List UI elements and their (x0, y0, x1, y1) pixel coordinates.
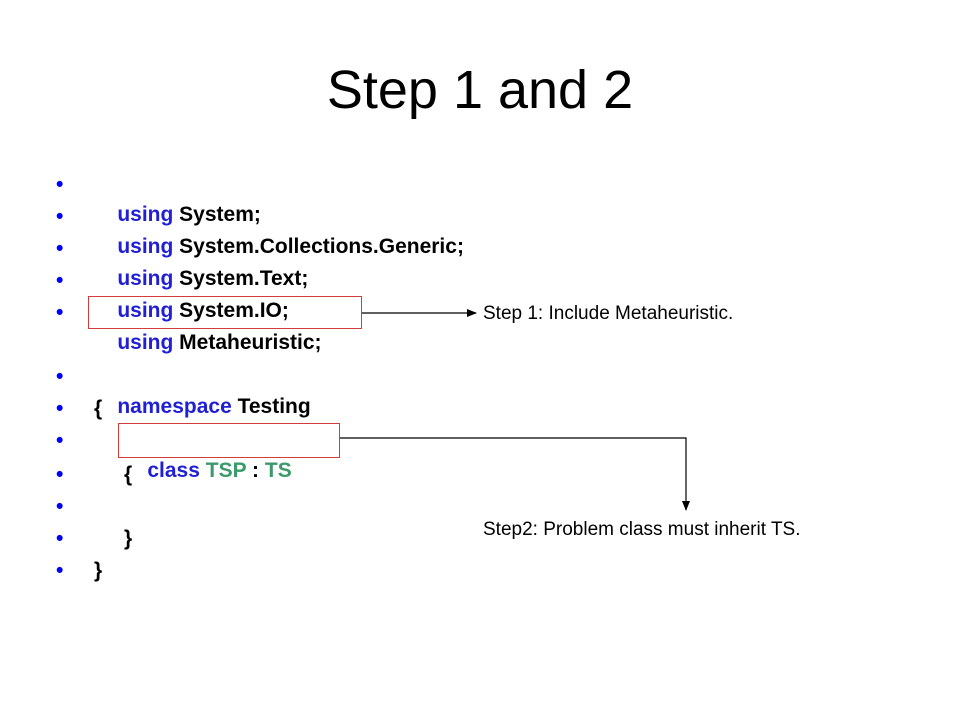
bullet: • (56, 495, 64, 518)
code-text: } (124, 527, 133, 550)
bullet: • (56, 173, 64, 196)
code-line (56, 460, 356, 490)
code-keyword: using (117, 267, 174, 290)
bullet: • (56, 301, 64, 324)
code-keyword: class (147, 459, 200, 482)
bullet: • (56, 269, 64, 292)
code-text: : (246, 459, 265, 482)
code-type-name: TSP (205, 459, 247, 482)
code-text: System.Collections.Generic; (173, 235, 464, 258)
bullet: • (56, 365, 64, 388)
code-text: { (94, 397, 103, 420)
code-line (56, 266, 556, 322)
bullet: • (56, 397, 64, 420)
code-keyword: using (117, 299, 174, 322)
highlight-box-class-tsp (118, 423, 340, 458)
code-line (56, 556, 356, 586)
bullet: • (56, 429, 64, 452)
code-line (56, 394, 356, 424)
bullet: • (56, 205, 64, 228)
highlight-box-using-metaheuristic (88, 296, 362, 329)
code-text: Metaheuristic; (173, 331, 322, 354)
code-keyword: using (117, 235, 174, 258)
code-line (56, 492, 356, 522)
bullet: • (56, 237, 64, 260)
code-line (56, 202, 656, 258)
bullet: • (56, 559, 64, 582)
code-keyword: namespace (117, 395, 232, 418)
code-text: } (94, 559, 103, 582)
slide-title: Step 1 and 2 (326, 60, 634, 120)
code-text: System.IO; (173, 299, 289, 322)
code-text: System; (173, 203, 261, 226)
code-text: Testing (231, 395, 311, 418)
code-line (56, 524, 356, 554)
callout-step2: Step2: Problem class must inherit TS. (483, 519, 801, 540)
code-keyword: using (117, 331, 174, 354)
code-type-name: TS (264, 459, 292, 482)
callout-step1: Step 1: Include Metaheuristic. (483, 303, 734, 324)
code-text: System.Text; (173, 267, 309, 290)
code-keyword: using (117, 203, 174, 226)
code-text: { (124, 463, 133, 486)
bullet: • (56, 527, 64, 550)
code-line (56, 362, 556, 418)
code-line (56, 234, 556, 290)
code-line (56, 170, 556, 226)
bullet: • (56, 463, 64, 486)
